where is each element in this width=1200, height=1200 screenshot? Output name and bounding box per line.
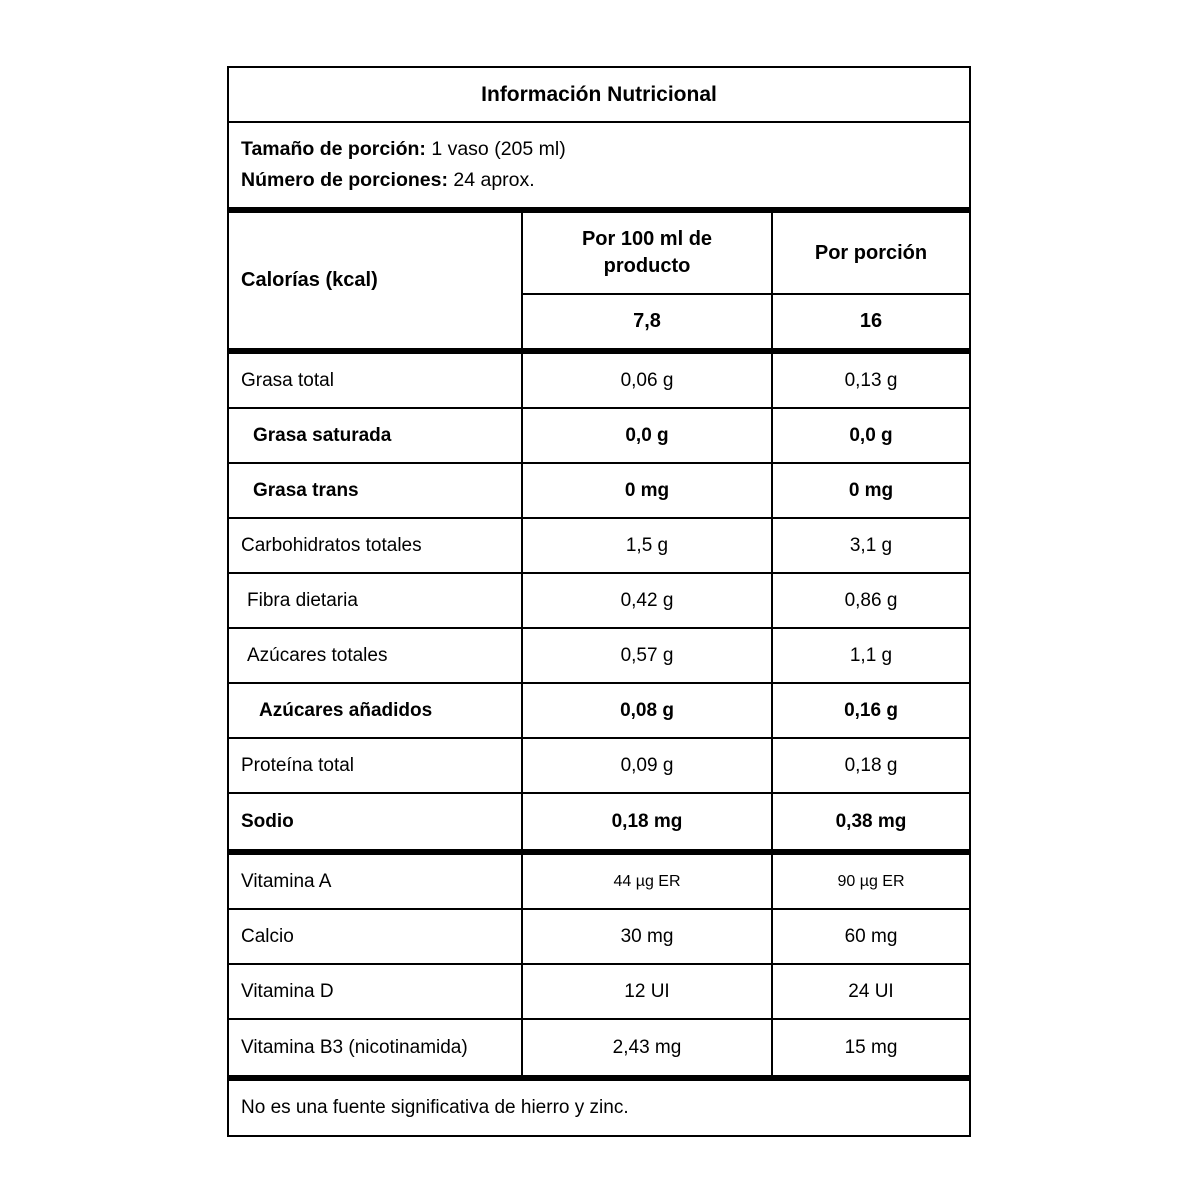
servings-count-value: 24 aprox.: [453, 169, 535, 191]
nutrient-portion-value: 24 UI: [771, 965, 969, 1018]
nutrient-portion-value: 0 mg: [771, 464, 969, 517]
nutrient-portion-value: 0,86 g: [771, 574, 969, 627]
table-row-vitamina-a: [229, 855, 969, 910]
nutrient-portion-value: 90 µg ER: [771, 855, 969, 908]
nutrient-per100-value: 0,18 mg: [521, 794, 771, 849]
serving-size-label: Tamaño de porción:: [241, 138, 426, 160]
nutrient-per100-value: 1,5 g: [521, 519, 771, 572]
nutrient-name: Azúcares totales: [247, 644, 388, 666]
table-row-vitamina-d: [229, 965, 969, 1020]
nutrient-per100-value: 44 µg ER: [521, 855, 771, 908]
nutrient-portion-value: 0,18 g: [771, 739, 969, 792]
nutrient-name: Vitamina D: [241, 980, 334, 1002]
nutrient-name: Calcio: [241, 925, 294, 947]
servings-count-label: Número de porciones:: [241, 169, 448, 191]
table-row-grasa-total: [229, 354, 969, 409]
nutrient-name: Grasa trans: [253, 479, 359, 501]
nutrient-portion-value: 0,13 g: [771, 354, 969, 407]
table-row-vitamina-b3: [229, 1020, 969, 1075]
table-row-grasa-trans: [229, 464, 969, 519]
table-row-azucares-totales: [229, 629, 969, 684]
nutrient-name: Grasa total: [241, 369, 334, 391]
nutrient-per100-value: 30 mg: [521, 910, 771, 963]
table-row-fibra-dietaria: [229, 574, 969, 629]
nutrient-portion-value: 3,1 g: [771, 519, 969, 572]
nutrient-name: Grasa saturada: [253, 424, 392, 446]
table-row-sodio: [229, 794, 969, 849]
nutrition-facts-label: [227, 66, 971, 1137]
servings-count-line: [241, 165, 969, 196]
nutrient-per100-value: 0 mg: [521, 464, 771, 517]
table-row-azucares-anadidos: [229, 684, 969, 739]
serving-info: [229, 123, 969, 207]
per-portion-column-header: Por porción: [771, 213, 969, 295]
per-100ml-column-header: Por 100 ml de producto: [521, 213, 771, 295]
calories-per-portion-value: 16: [771, 295, 969, 348]
nutrient-portion-value: 0,16 g: [771, 684, 969, 737]
nutrient-per100-value: 0,08 g: [521, 684, 771, 737]
nutrient-per100-value: 0,57 g: [521, 629, 771, 682]
nutrient-portion-value: 0,38 mg: [771, 794, 969, 849]
nutrient-name: Vitamina B3 (nicotinamida): [241, 1036, 468, 1058]
nutrient-portion-value: 0,0 g: [771, 409, 969, 462]
nutrient-per100-value: 0,42 g: [521, 574, 771, 627]
footer-note: No es una fuente significativa de hierro y zinc.: [241, 1097, 629, 1118]
calories-per-100ml-value: 7,8: [521, 295, 771, 348]
table-row-grasa-saturada: [229, 409, 969, 464]
nutrient-name: Fibra dietaria: [247, 589, 358, 611]
nutrient-portion-value: 15 mg: [771, 1020, 969, 1075]
nutrient-name: Carbohidratos totales: [241, 534, 422, 556]
vitamins-section: [229, 855, 969, 1075]
nutrient-name: Sodio: [241, 810, 294, 832]
nutrient-per100-value: 0,06 g: [521, 354, 771, 407]
nutrient-portion-value: 60 mg: [771, 910, 969, 963]
table-row-proteina-total: [229, 739, 969, 794]
nutrient-portion-value: 1,1 g: [771, 629, 969, 682]
nutrient-per100-value: 2,43 mg: [521, 1020, 771, 1075]
nutrient-name: Azúcares añadidos: [259, 699, 433, 721]
label-title: Información Nutricional: [229, 68, 969, 123]
calories-row-label: Calorías (kcal): [241, 269, 378, 291]
table-row-calcio: [229, 910, 969, 965]
nutrient-per100-value: 0,0 g: [521, 409, 771, 462]
nutrient-name: Vitamina A: [241, 870, 332, 892]
calories-section: [229, 213, 969, 348]
nutrients-section: [229, 354, 969, 849]
nutrient-name: Proteína total: [241, 754, 355, 776]
serving-size-value: 1 vaso (205 ml): [431, 138, 566, 160]
nutrient-per100-value: 0,09 g: [521, 739, 771, 792]
serving-size-line: [241, 134, 969, 165]
nutrient-per100-value: 12 UI: [521, 965, 771, 1018]
table-row-carbohidratos: [229, 519, 969, 574]
